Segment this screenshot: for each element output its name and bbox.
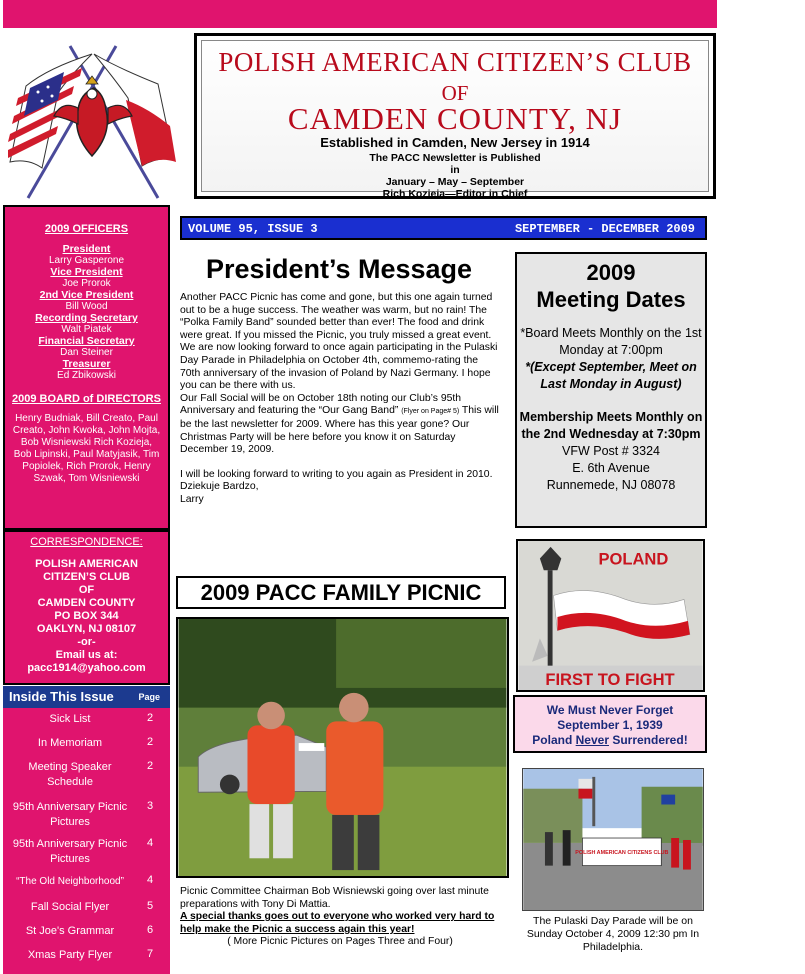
message-text: Our Fall Social will be on October 18th noting our Club’s 95th Anniversary and featuring the “Our Gang Band” <box>180 392 462 417</box>
address-line: PO BOX 344 <box>54 610 119 622</box>
officer-role: Financial Secretary <box>38 335 135 347</box>
masthead-inner <box>201 40 709 200</box>
toc-item-page: 6 <box>146 924 154 936</box>
publish-months: January – May – September <box>385 176 525 188</box>
officer-role: Vice President <box>50 266 123 278</box>
toc-item-label: “The Old Neighborhood” <box>16 876 124 887</box>
officer-role: 2nd Vice President <box>39 289 134 301</box>
crossed-flags-eagle-logo <box>8 38 178 200</box>
message-paragraph: We are now looking forward to once again participating in the Pulaski Day Parade in Philadelphia on October 4th, commemo-rating the 70th anniversary of the invasion of Poland by Nazi Germany. I hope you can be there with us. <box>180 342 498 392</box>
board-meeting-exception: *(Except September, Meet on Last Monday in August) <box>525 360 697 391</box>
parade-caption: The Pulaski Day Parade will be on Sunday October 4, 2009 12:30 pm In Philadelphia. <box>526 915 700 953</box>
address-line: OF <box>78 584 95 596</box>
message-text: This will be the last newsletter for 2009. Where has this year gone? Our Christmas Party will be here before you know it on Saturday December 19, 2009. <box>180 405 499 456</box>
meeting-dates-box <box>515 252 707 528</box>
pulaski-parade-photo <box>522 768 704 911</box>
board-heading: 2009 BOARD of DIRECTORS <box>12 393 161 405</box>
picnic-caption-block <box>180 886 500 949</box>
toc-item-page: 5 <box>146 900 154 912</box>
never-forget-emphasis: Never <box>575 733 609 747</box>
picnic-more-pictures: ( More Picnic Pictures on Pages Three and Four) <box>227 936 453 948</box>
poster-top-text: POLAND <box>598 549 669 569</box>
never-forget-box <box>513 695 707 753</box>
message-signature: Larry <box>180 493 204 505</box>
officer-name: Joe Prorok <box>62 278 111 289</box>
officer-name: Walt Piatek <box>61 324 112 335</box>
officer-role: President <box>62 243 111 255</box>
never-forget-line: We Must Never Forget <box>546 703 674 717</box>
meeting-year: 2009 <box>586 260 636 285</box>
board-members: Henry Budniak, Bill Creato, Paul Creato, John Kwoka, John Mojta, Bob Wisniewski Rich Kozieja, Bob Lipinski, Paul Matyjasik, Tim Popiolek, Rich Prorok, Henry Szwak, Tom Wisniewski <box>12 413 161 484</box>
inside-header <box>3 686 170 708</box>
address-line: OAKLYN, NJ 08107 <box>36 623 137 635</box>
never-forget-text: Surrendered! <box>609 733 688 747</box>
flyer-reference: (Flyer on Page# 5) <box>401 408 460 416</box>
president-message-body <box>180 292 500 507</box>
masthead-box <box>194 33 716 199</box>
never-forget-date: September 1, 1939 <box>557 718 663 732</box>
established-line: Established in Camden, New Jersey in 1914 <box>320 135 590 150</box>
volume-issue: VOLUME 95, ISSUE 3 <box>188 222 318 236</box>
officers-panel <box>3 205 170 530</box>
board-meeting-info: *Board Meets Monthly on the 1st Monday at 7:00pm <box>520 326 702 357</box>
inside-heading: Inside This Issue <box>9 689 114 704</box>
toc-item-page: 2 <box>146 736 154 748</box>
toc-item-label: Sick List <box>49 713 91 725</box>
toc-item-page: 2 <box>146 760 154 772</box>
toc-item-label: Fall Social Flyer <box>30 901 110 913</box>
club-name-of: OF <box>441 81 469 105</box>
message-paragraph: Another PACC Picnic has come and gone, but this one again turned out to be a huge success. The weather was warm, but no rain! The “Polka Family Band” sounded better than ever! The food and drink were great. If you missed the Picnic, you truly missed a great event. <box>180 292 493 341</box>
officer-name: Bill Wood <box>65 301 108 312</box>
toc-item-label: 95th Anniversary Picnic Pictures <box>12 801 128 828</box>
volume-issue-bar <box>180 216 707 240</box>
top-accent-bar <box>3 0 717 28</box>
officer-name: Dan Steiner <box>60 347 113 358</box>
officer-name: Ed Zbikowski <box>57 370 116 381</box>
toc-item-label: Xmas Party Flyer <box>27 949 113 961</box>
editor-line: Rich Kozieja—Editor in Chief <box>382 188 528 200</box>
message-paragraph <box>180 393 500 457</box>
correspondence-panel <box>3 530 170 685</box>
email-link[interactable]: pacc1914@yahoo.com <box>27 662 146 674</box>
parade-banner-text: POLISH AMERICAN CITIZENS CLUB <box>575 849 669 856</box>
toc-item-label: Meeting Speaker Schedule <box>28 761 112 788</box>
toc-item-page: 2 <box>146 712 154 724</box>
publish-line-1: The PACC Newsletter is Published <box>369 152 541 164</box>
toc-item-label: St Joe's Grammar <box>25 925 115 937</box>
picnic-heading: 2009 PACC FAMILY PICNIC <box>176 576 506 609</box>
toc-item-label: 95th Anniversary Picnic Pictures <box>12 838 128 865</box>
toc-item-page: 7 <box>146 948 154 960</box>
venue-line: E. 6th Avenue <box>572 461 650 475</box>
message-signoff: Dziekuje Bardzo, <box>180 481 259 493</box>
venue-line: VFW Post # 3324 <box>562 444 660 458</box>
county-name: CAMDEN COUNTY, NJ <box>287 101 623 136</box>
toc-item-page: 4 <box>146 837 154 849</box>
club-name: POLISH AMERICAN CITIZEN’S CLUB <box>218 47 692 77</box>
officer-role: Treasurer <box>62 358 111 370</box>
venue-line: Runnemede, NJ 08078 <box>546 478 676 492</box>
address-line: CITIZEN’S CLUB <box>43 571 130 583</box>
president-message-title: President’s Message <box>205 254 473 284</box>
never-forget-text: Poland <box>532 733 576 747</box>
address-line: CAMDEN COUNTY <box>37 597 136 609</box>
picnic-thanks: A special thanks goes out to everyone who worked very hard to help make the Picnic a success again this year! <box>180 911 495 935</box>
message-paragraph: I will be looking forward to writing to you again as President in 2010. <box>180 468 493 480</box>
never-forget-line <box>515 733 705 748</box>
poster-bottom-text: FIRST TO FIGHT <box>545 670 675 690</box>
membership-meeting-info: Membership Meets Monthly on the 2nd Wednesday at 7:30pm <box>519 410 703 441</box>
issue-dates: SEPTEMBER - DECEMBER 2009 <box>514 222 695 236</box>
poland-first-to-fight-poster <box>516 539 705 692</box>
officer-role: Recording Secretary <box>35 312 138 324</box>
officer-name: Larry Gasperone <box>48 255 125 266</box>
address-line: Email us at: <box>55 649 118 661</box>
toc-item-page: 3 <box>146 800 154 812</box>
toc-item-label: In Memoriam <box>37 737 103 749</box>
page-column-label: Page <box>138 692 160 702</box>
picnic-caption: Picnic Committee Chairman Bob Wisniewski going over last minute preparations with Tony Di Mattia. <box>180 886 489 910</box>
officers-heading: 2009 OFFICERS <box>44 223 129 235</box>
correspondence-heading: CORRESPONDENCE: <box>30 536 143 548</box>
address-line: POLISH AMERICAN <box>35 558 138 570</box>
address-line: -or- <box>77 636 96 648</box>
picnic-photo <box>176 617 509 878</box>
publish-line-2: in <box>450 164 460 176</box>
inside-this-issue <box>3 686 170 974</box>
meeting-title: Meeting Dates <box>536 287 686 312</box>
toc-item-page: 4 <box>146 874 154 886</box>
